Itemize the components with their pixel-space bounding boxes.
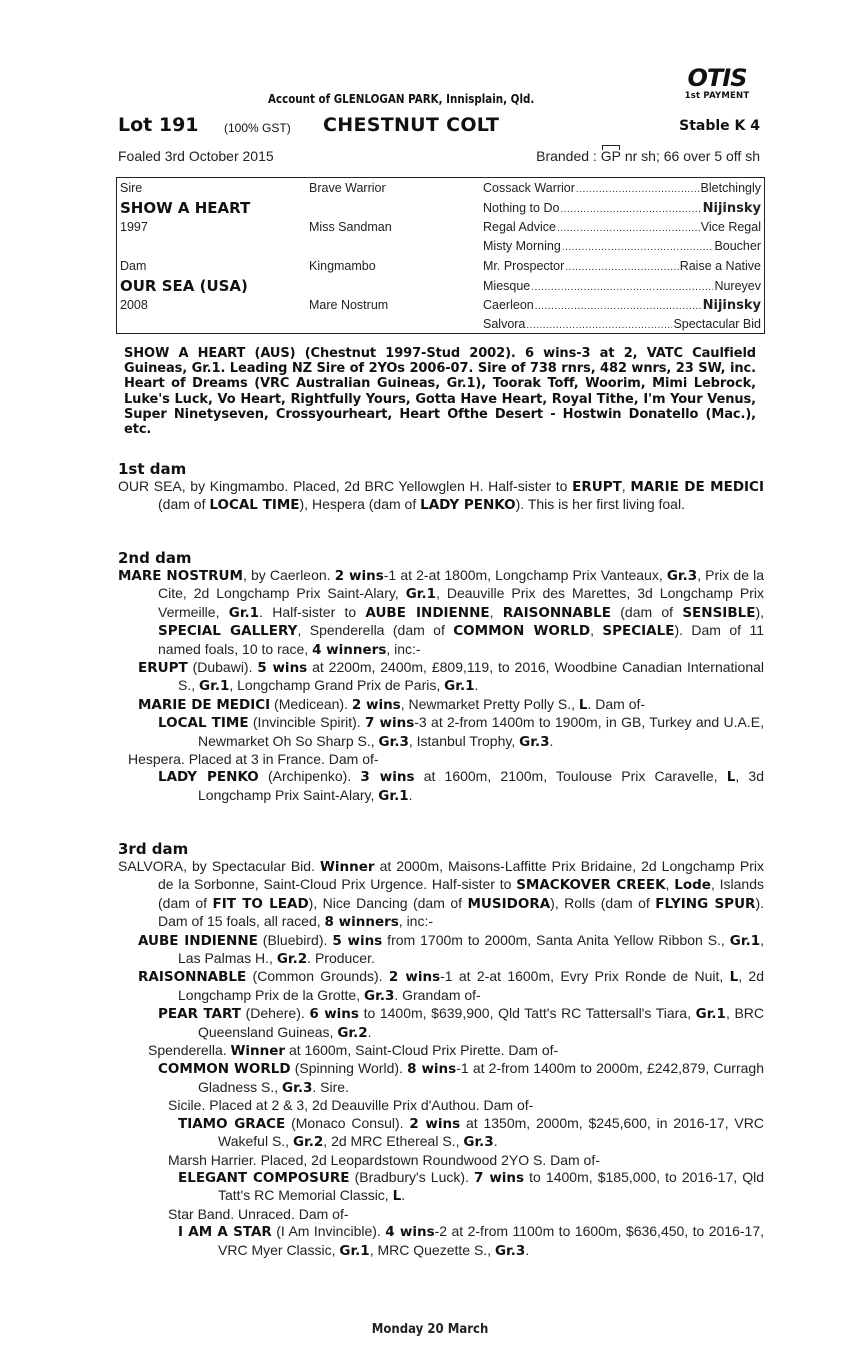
gst-note: (100% GST) [224, 121, 291, 135]
sire-sire: Brave Warrior [309, 181, 386, 195]
produce-record: COMMON WORLD (Spinning World). 8 wins-1 at 2-from 1400m to 2000m, £242,879, Curragh Gladness S., Gr.3. Sire. [158, 1060, 764, 1096]
produce-record: AUBE INDIENNE (Bluebird). 5 wins from 1700m to 2000m, Santa Anita Yellow Ribbon S., Gr.1, Las Palmas H., Gr.2. Producer. [138, 931, 764, 968]
vendor-account: Account of GLENLOGAN PARK, Innisplain, Qld. [268, 92, 535, 106]
produce-record: Star Band. Unraced. Dam of- [168, 1205, 349, 1222]
ancestor-row: Regal Advice ..... Vice Regal [483, 220, 761, 234]
ancestor-row: Cossack Warrior ..... Bletchingly [483, 181, 761, 195]
section-title: 2nd dam [118, 549, 192, 567]
sire-label: Sire [120, 181, 143, 195]
ancestor-row: Caerleon ..... Nijinsky [483, 298, 761, 313]
brand-description [536, 148, 760, 164]
produce-record: LOCAL TIME (Invincible Spirit). 7 wins-3 at 2-from 1400m to 1900m, in GB, Turkey and U.A.E, Newmarket Oh So Sharp S., Gr.3, Istanbul Trophy, Gr.3. [158, 714, 764, 750]
ancestor-row: Nothing to Do ..... Nijinsky [483, 201, 761, 216]
first-payment-label: 1st PAYMENT [684, 91, 750, 101]
produce-record: LADY PENKO (Archipenko). 3 wins at 1600m, 2100m, Toulouse Prix Caravelle, L, 3d Longchamp Prix Saint-Alary, Gr.1. [158, 768, 764, 804]
produce-record: Spenderella. Winner at 1600m, Saint-Cloud Prix Pirette. Dam of- [148, 1042, 559, 1060]
produce-record: TIAMO GRACE (Monaco Consul). 2 wins at 1350m, 2000m, $245,600, in 2016-17, VRC Wakeful S., Gr.2, 2d MRC Ethereal S., Gr.3. [178, 1114, 764, 1151]
pedigree-table [116, 177, 765, 334]
produce-record: ERUPT (Dubawi). 5 wins at 2200m, 2400m, £809,119, to 2016, Woodbine Canadian International S., Gr.1, Longchamp Grand Prix de Paris, Gr.1. [138, 659, 765, 695]
produce-record: ELEGANT COMPOSURE (Bradbury's Luck). 7 wins to 1400m, $185,000, to 2016-17, Qld Tatt's RC Memorial Classic, L. [178, 1168, 765, 1205]
dam-name: OUR SEA (USA) [120, 277, 248, 295]
ancestor-row: Salvora ..... Spectacular Bid [483, 317, 761, 331]
stable-location: Stable K 4 [679, 118, 760, 134]
brand-mark-icon: GP [600, 148, 621, 164]
sale-date-footer: Monday 20 March [371, 1322, 489, 1337]
second-dam-section [118, 549, 764, 805]
otis-logo-mark: OTIS [687, 64, 747, 92]
first-dam-section [118, 460, 764, 515]
second-dam-entries [118, 567, 764, 805]
dam-label: Dam [120, 259, 147, 273]
sire-summary: SHOW A HEART (AUS) (Chestnut 1997-Stud 2002). 6 wins-3 at 2, VATC Caulfield Guineas, Gr.1. Leading NZ Sire of 2YOs 2006-07. Sire of 738 rnrs, 482 wnrs, 23 SW, inc. Heart of Dreams (VRC Australian Guineas, Gr.1), Toorak Toff, Woorim, Mimi Lebrock, Luke's Luck, Vo Heart, Rightfully Yours, Gotta Have Heart, Royal Tithe, I'm Your Venus, Super Ninetyseven, Crossyourheart, Heart Ofthe Desert - Hostwin Donatello (Mac.), etc. [124, 346, 756, 438]
produce-record: I AM A STAR (I Am Invincible). 4 wins-2 at 2-from 1100m to 1600m, $636,450, to 2016-17, VRC Myer Classic, Gr.1, MRC Quezette S., Gr.3. [178, 1223, 765, 1259]
produce-record: Hespera. Placed at 3 in France. Dam of- [128, 751, 379, 768]
sire-name: SHOW A HEART [120, 199, 251, 217]
sire-year: 1997 [120, 220, 148, 234]
dam-sire: Kingmambo [309, 259, 376, 273]
dam-year: 2008 [120, 298, 148, 312]
produce-record: Marsh Harrier. Placed, 2d Leopardstown Roundwood 2YO S. Dam of- [168, 1151, 600, 1168]
horse-description: CHESTNUT COLT [323, 114, 500, 136]
dam-dam: Mare Nostrum [309, 298, 389, 312]
first-dam-text: OUR SEA, by Kingmambo. Placed, 2d BRC Yellowglen H. Half-sister to ERUPT, MARIE DE MEDICI (dam of LOCAL TIME), Hespera (dam of LADY PENKO). This is her first living foal. [118, 478, 764, 514]
produce-record: MARIE DE MEDICI (Medicean). 2 wins, Newmarket Pretty Polly S., L. Dam of- [138, 695, 646, 713]
produce-record: RAISONNABLE (Common Grounds). 2 wins-1 at 2-at 1600m, Evry Prix Ronde de Nuit, L, 2d Longchamp Prix de la Grotte, Gr.3. Grandam of- [138, 968, 764, 1004]
otis-logo [673, 66, 761, 102]
branded-suffix: nr sh; 66 over 5 off sh [620, 148, 760, 164]
produce-record: MARE NOSTRUM, by Caerleon. 2 wins-1 at 2-at 1800m, Longchamp Prix Vanteaux, Gr.3, Prix de la Cite, 2d Longchamp Prix Saint-Alary, Gr.1, Deauville Prix des Marettes, 3d Longchamp Prix Vermeille, Gr.1. Half-sister to AUBE INDIENNE, RAISONNABLE (dam of SENSIBLE), SPECIAL GALLERY, Spenderella (dam of COMMON WORLD, SPECIALE). Dam of 11 named foals, 10 to race, 4 winners, inc:- [118, 567, 764, 658]
ancestor-row: Misty Morning ..... Boucher [483, 239, 761, 253]
third-dam-section [118, 840, 764, 1260]
ancestor-row: Miesque ..... Nureyev [483, 279, 761, 293]
produce-record: PEAR TART (Dehere). 6 wins to 1400m, $639,900, Qld Tatt's RC Tattersall's Tiara, Gr.1, BRC Queensland Guineas, Gr.2. [158, 1005, 765, 1041]
foaling-date: Foaled 3rd October 2015 [118, 148, 274, 164]
branded-prefix: Branded : [536, 148, 601, 164]
third-dam-entries [118, 858, 764, 1260]
lot-number: Lot 191 [118, 114, 199, 136]
lot-header [118, 114, 764, 140]
section-title: 1st dam [118, 460, 187, 478]
produce-record: Sicile. Placed at 2 & 3, 2d Deauville Prix d'Authou. Dam of- [168, 1097, 534, 1114]
ancestor-row: Mr. Prospector ..... Raise a Native [483, 259, 761, 273]
produce-record: SALVORA, by Spectacular Bid. Winner at 2000m, Maisons-Laffitte Prix Bridaine, 2d Longchamp Prix de la Sorbonne, Saint-Cloud Prix Urgence. Half-sister to SMACKOVER CREEK, Lode, Islands (dam of FIT TO LEAD), Nice Dancing (dam of MUSIDORA), Rolls (dam of FLYING SPUR). Dam of 15 foals, all raced, 8 winners, inc:- [118, 858, 764, 931]
sire-dam: Miss Sandman [309, 220, 392, 234]
section-title: 3rd dam [118, 840, 189, 858]
